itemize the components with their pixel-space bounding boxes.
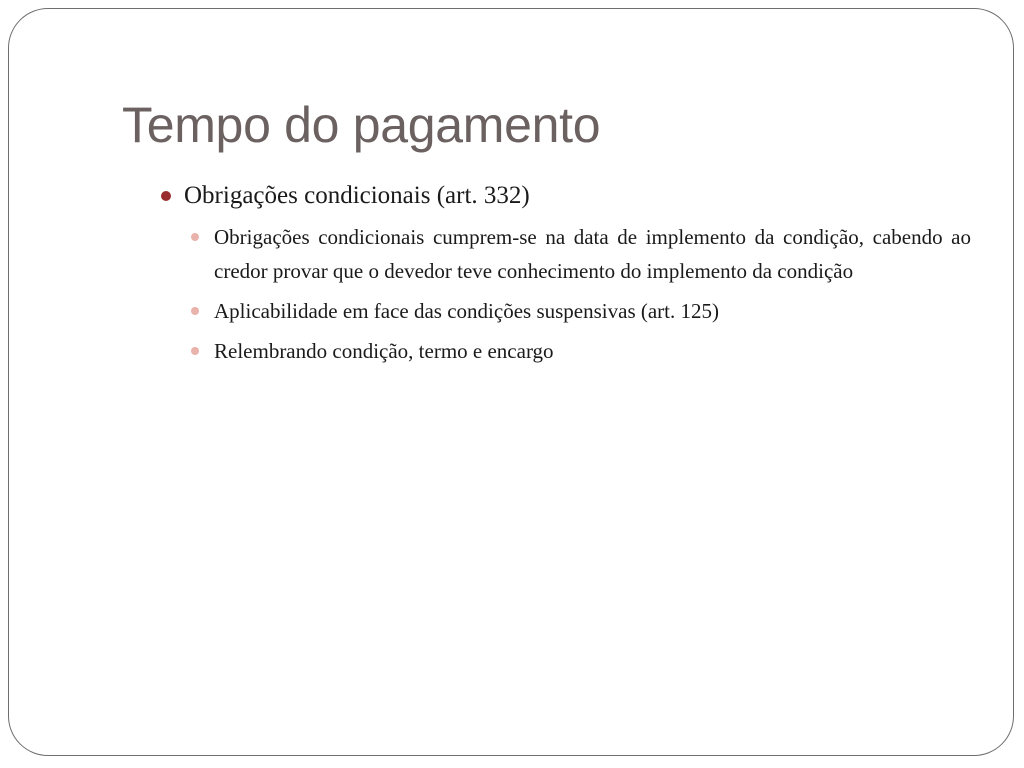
sub-bullet-text: Relembrando condição, termo e encargo xyxy=(214,339,554,363)
slide-content xyxy=(159,179,971,374)
small-circle-bullet-icon xyxy=(191,307,199,315)
sub-bullet-item xyxy=(189,294,971,328)
small-circle-bullet-icon xyxy=(191,233,199,241)
sub-bullet-list xyxy=(189,220,971,368)
slide xyxy=(8,8,1014,756)
slide-title: Tempo do pagamento xyxy=(122,97,601,153)
small-circle-bullet-icon xyxy=(191,347,199,355)
sub-bullet-text: Obrigações condicionais cumprem-se na data de implemento da condição, cabendo ao credor provar que o devedor teve conhecimento do implemento da condição xyxy=(214,225,971,283)
sub-bullet-item xyxy=(189,220,971,288)
sub-bullet-text: Aplicabilidade em face das condições suspensivas (art. 125) xyxy=(214,299,719,323)
bullet-text: Obrigações condicionais (art. 332) xyxy=(184,182,530,209)
bullet-item-level1 xyxy=(159,179,971,213)
filled-circle-bullet-icon xyxy=(161,191,171,201)
sub-bullet-item xyxy=(189,334,971,368)
